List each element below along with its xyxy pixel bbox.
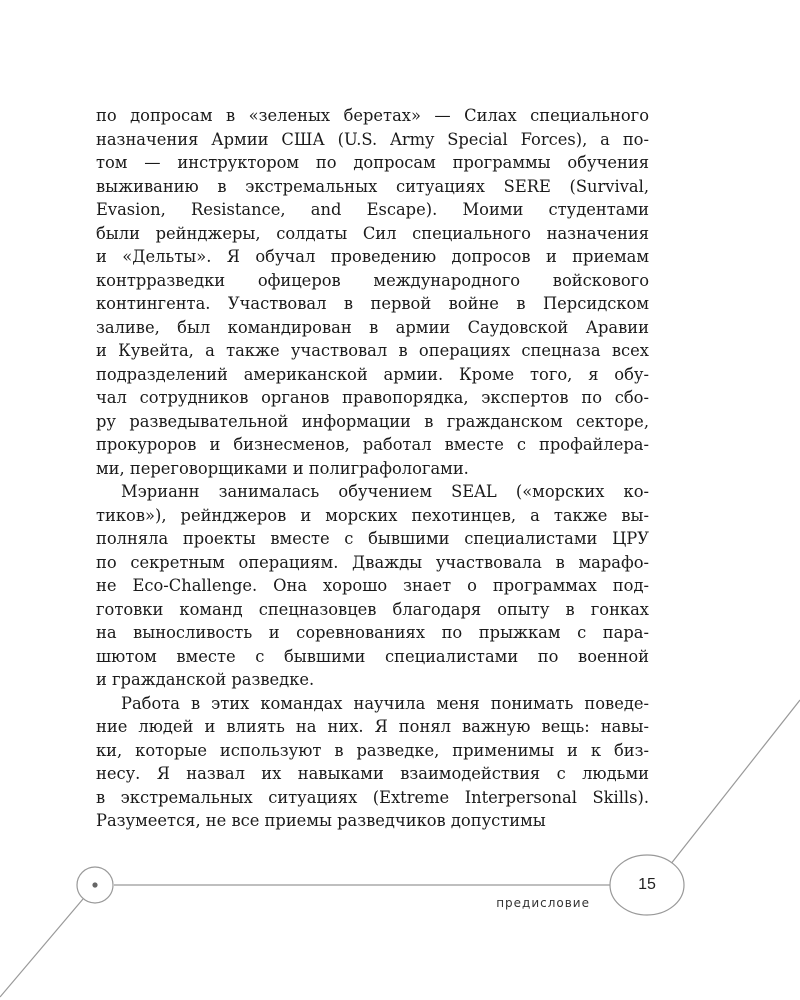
text-line: Мэрианн занималась обучением SEAL («морских ко-	[121, 482, 649, 501]
text-line: Работа в этих командах научила меня понимать поведе-	[121, 693, 649, 713]
text-line: Разумеется, не все приемы разведчиков допустимы	[96, 811, 546, 830]
text-line: не Eco-Challenge. Она хорошо знает о программах под-	[96, 576, 649, 595]
text-line: подразделений американской армии. Кроме того, я обу-	[96, 364, 649, 384]
text-line: ру разведывательной информации в гражданском секторе,	[96, 411, 649, 431]
paragraph	[96, 480, 649, 692]
text-line: прокуроров и бизнесменов, работал вместе с профайлера-	[96, 435, 649, 454]
text-line: Evasion, Resistance, and Escape). Моими студентами	[96, 200, 649, 219]
text-line: заливе, был командирован в армии Саудовской Аравии	[96, 317, 649, 337]
text-line: были рейнджеры, солдаты Сил специального назначения	[96, 223, 649, 243]
text-line: и Кувейта, а также участвовал в операциях спецназа всех	[96, 341, 649, 360]
text-line: и «Дельты». Я обучал проведению допросов и приемам	[96, 247, 649, 266]
text-line: по допросам в «зеленых беретах» — Силах специального	[96, 106, 649, 125]
paragraph	[96, 692, 649, 833]
bullet-dot-icon	[92, 882, 97, 887]
corner-diagonal-line-right	[670, 700, 800, 865]
text-line: на выносливость и соревнованиях по прыжкам с пара-	[96, 623, 649, 642]
text-line: назначения Армии США (U.S. Army Special Forces), а по-	[96, 129, 649, 149]
text-line: в экстремальных ситуациях (Extreme Interpersonal Skills).	[96, 787, 649, 807]
page-body	[96, 104, 649, 833]
page-number: 15	[638, 876, 656, 893]
text-line: выживанию в экстремальных ситуациях SERE (Survival,	[96, 176, 649, 196]
running-footer-title: предисловие	[496, 896, 590, 910]
text-line: том — инструктором по допросам программы обучения	[96, 153, 649, 172]
corner-diagonal-line-left	[0, 899, 83, 997]
text-line: по секретным операциям. Дважды участвовала в марафо-	[96, 552, 649, 572]
text-line: полняла проекты вместе с бывшими специалистами ЦРУ	[96, 529, 649, 548]
text-line: контингента. Участвовал в первой войне в Персидском	[96, 294, 649, 313]
text-line: шютом вместе с бывшими специалистами по военной	[96, 646, 649, 666]
paragraph	[96, 104, 649, 480]
text-line: чал сотрудников органов правопорядка, экспертов по сбо-	[96, 388, 649, 407]
text-line: ми, переговорщиками и полиграфологами.	[96, 458, 469, 478]
text-line: готовки команд спецназовцев благодаря опыту в гонках	[96, 599, 649, 619]
text-line: несу. Я назвал их навыками взаимодействия с людьми	[96, 764, 649, 783]
text-line: тиков»), рейнджеров и морских пехотинцев, а также вы-	[96, 505, 649, 525]
text-line: ние людей и влиять на них. Я понял важную вещь: навы-	[96, 717, 649, 736]
text-line: контрразведки офицеров международного войскового	[96, 270, 649, 290]
text-line: и гражданской разведке.	[96, 670, 315, 689]
text-line: ки, которые используют в разведке, применимы и к биз-	[96, 740, 649, 760]
